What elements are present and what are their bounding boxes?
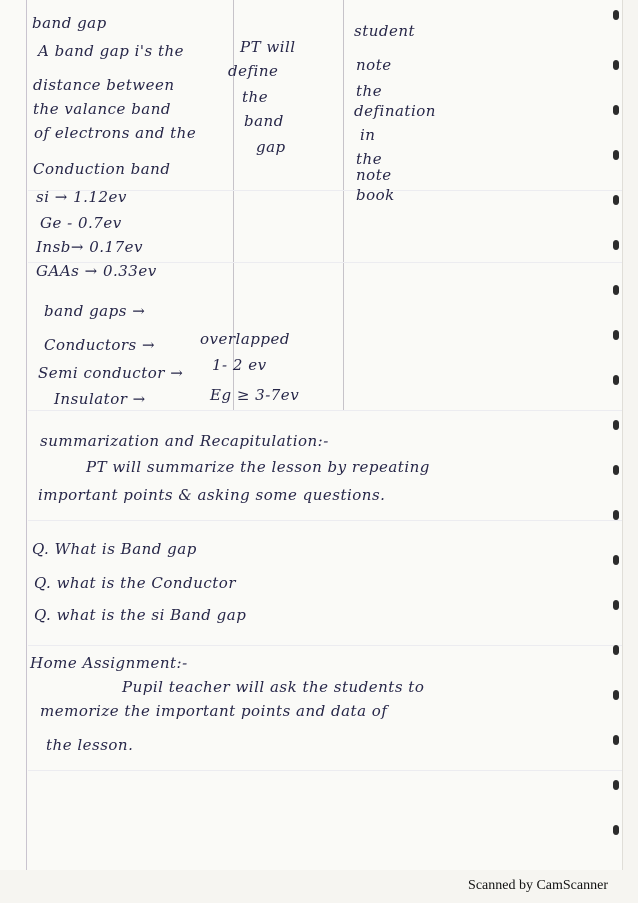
ruled-line (28, 645, 622, 646)
right-line-4: defination (354, 102, 436, 120)
binding-hole (613, 420, 619, 430)
ge-value: Ge - 0.7ev (40, 214, 122, 232)
binding-hole (613, 510, 619, 520)
binding-hole (613, 600, 619, 610)
insulator-value: Eg ≥ 3-7ev (210, 386, 300, 404)
semiconductor-label: Semi conductor → (38, 364, 184, 382)
right-line-3: the (356, 82, 383, 100)
binding-hole (613, 645, 619, 655)
question-2: Q. what is the Conductor (34, 574, 236, 592)
definition-line-3: the valance band (33, 100, 172, 118)
definition-line-4: of electrons and the (34, 124, 197, 142)
semiconductor-value: 1- 2 ev (212, 356, 267, 374)
right-line-6: the (356, 150, 383, 168)
spiral-binding (606, 0, 622, 870)
binding-hole (613, 240, 619, 250)
conductors-value: overlapped (200, 330, 290, 348)
summary-heading: summarization and Recapitulation:- (40, 432, 329, 450)
gaas-value: GAAs → 0.33ev (36, 262, 157, 280)
binding-hole (613, 60, 619, 70)
assignment-heading: Home Assignment:- (30, 654, 188, 672)
definition-line-5: Conduction band (33, 160, 171, 178)
right-line-1: student (354, 22, 416, 40)
binding-hole (613, 375, 619, 385)
summary-line-2: important points & asking some questions. (38, 486, 386, 504)
summary-line-1: PT will summarize the lesson by repeating (86, 458, 430, 476)
right-line-2: note (356, 56, 392, 74)
middle-line-5: gap (256, 138, 286, 156)
middle-line-4: band (244, 112, 284, 130)
assignment-line-1: Pupil teacher will ask the students to (122, 678, 425, 696)
right-line-5: in (360, 126, 376, 144)
binding-hole (613, 780, 619, 790)
middle-line-1: PT will (240, 38, 296, 56)
binding-hole (613, 195, 619, 205)
binding-hole (613, 690, 619, 700)
middle-line-3: the (242, 88, 269, 106)
binding-hole (613, 10, 619, 20)
definition-line-2: distance between (33, 76, 175, 94)
insb-value: Insb→ 0.17ev (36, 238, 143, 256)
binding-hole (613, 555, 619, 565)
band-gaps-heading: band gaps → (44, 302, 146, 320)
ruled-line (28, 520, 622, 521)
band-gap-heading: band gap (32, 14, 107, 32)
definition-line-1: A band gap i's the (38, 42, 185, 60)
conductors-label: Conductors → (44, 336, 156, 354)
binding-hole (613, 735, 619, 745)
si-value: si → 1.12ev (36, 188, 127, 206)
middle-line-2: define (228, 62, 279, 80)
binding-hole (613, 825, 619, 835)
camscanner-watermark: Scanned by CamScanner (468, 878, 608, 893)
right-line-7: note (356, 166, 392, 184)
ruled-line (28, 410, 622, 411)
margin-line (26, 0, 27, 870)
right-line-8: book (356, 186, 395, 204)
assignment-line-2: memorize the important points and data of (40, 702, 388, 720)
question-3: Q. what is the si Band gap (34, 606, 247, 624)
binding-hole (613, 330, 619, 340)
binding-hole (613, 150, 619, 160)
question-1: Q. What is Band gap (32, 540, 197, 558)
ruled-line (28, 770, 622, 771)
binding-hole (613, 105, 619, 115)
column-divider-2 (343, 0, 344, 410)
insulator-label: Insulator → (54, 390, 146, 408)
binding-hole (613, 465, 619, 475)
assignment-line-3: the lesson. (46, 736, 134, 754)
binding-hole (613, 285, 619, 295)
